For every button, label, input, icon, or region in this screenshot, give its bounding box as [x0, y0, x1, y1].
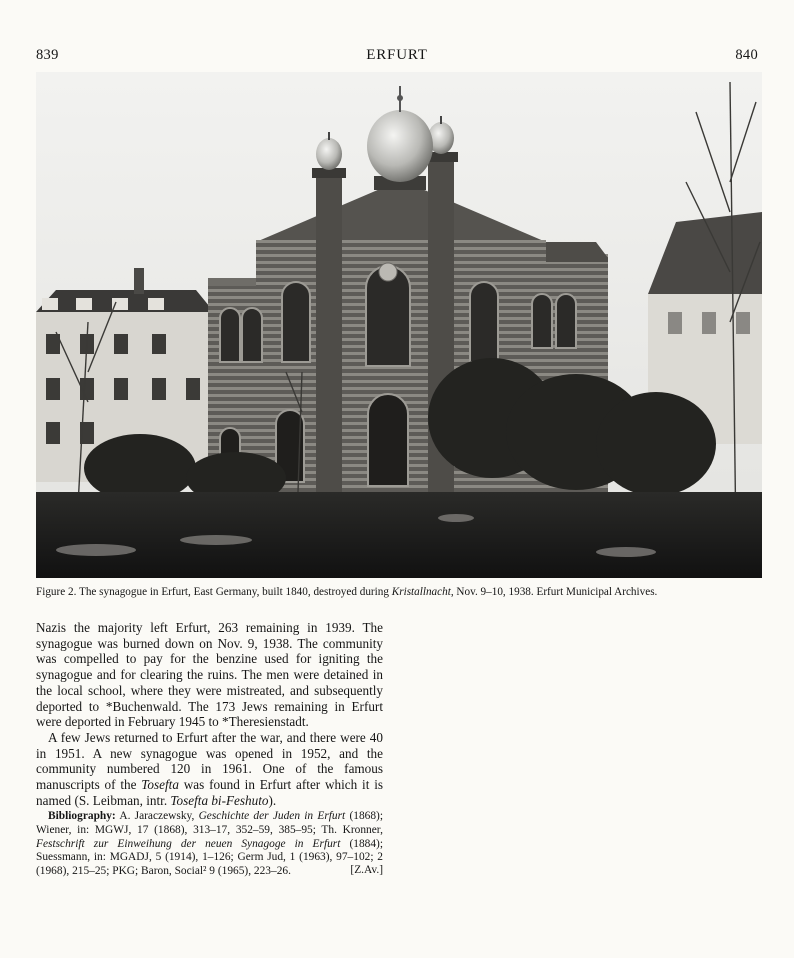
body-text-column — [36, 620, 383, 878]
author-signature: [Z.Av.] — [350, 864, 383, 877]
bibliography-label: Bibliography: — [48, 810, 116, 823]
page-number-left: 839 — [36, 47, 59, 63]
page-number-right: 840 — [735, 47, 758, 63]
paragraph-postwar: A few Jews returned to Erfurt after the war, and there were 40 in 1951. A new synagogue was opened in 1952, and the community numbered 120 in 1961. One of the famous manuscripts of the Tosefta was found in Erfurt after which it is named (S. Leibman, intr. Tosefta bi-Feshuto). — [36, 729, 384, 808]
running-title: ERFURT — [366, 47, 428, 63]
paragraph-deportation: Nazis the majority left Erfurt, 263 remaining in 1939. The synagogue was burned down on Nov. 9, 1938. The community was compelled to pay for the benzine used for igniting the synagogue and for clearing the ruins. The men were detained in the local school, where they were mistreated, and subsequently deported to *Buchenwald. The 173 Jews remaining in Erfurt were deported in February 1945 to *Theresienstadt. — [36, 620, 383, 730]
bibliography: Bibliography: A. Jaraczewsky, Geschichte der Juden in Erfurt (1868); Wiener, in: MGWJ, 17 (1868), 313–17, 352–59, 385–95; Th. Kronner, Festschrift zur Einweihung der neuen Synagoge in Erfurt (1884); Suessmann, in: MGADJ, 5 (1914), 1–126; Germ Jud, 1 (1963), 97–102; 2 (1968), 215–25; PKG; Baron, Social² 9 (1965), 223–26. [Z.Av.] — [36, 810, 383, 877]
figure-caption: Figure 2. The synagogue in Erfurt, East Germany, built 1840, destroyed during Kristallnacht, Nov. 9–10, 1938. Erfurt Municipal Archives. — [36, 586, 658, 598]
synagogue-photograph — [36, 72, 762, 578]
